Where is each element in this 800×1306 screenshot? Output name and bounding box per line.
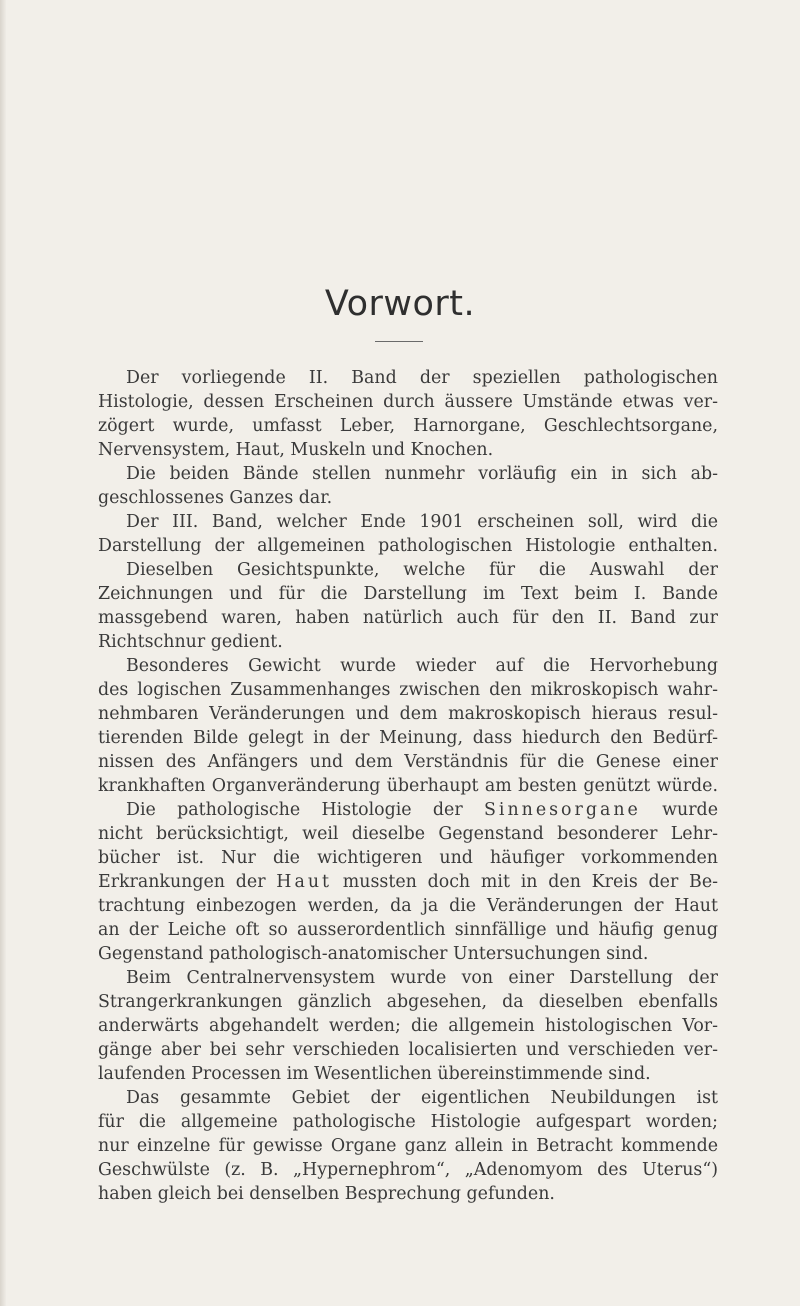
text-line: massgebend waren, haben natürlich auch für den II. Band zur	[98, 608, 718, 628]
text-line: nissen des Anfängers und dem Verständnis für die Genese einer	[98, 752, 718, 772]
text-line: an der Leiche oft so ausserordentlich sinnfällige und häufig genug	[98, 920, 718, 940]
text-line: Besonderes Gewicht wurde wieder auf die Hervorhebung	[126, 656, 718, 676]
text-line: krankhaften Organveränderung überhaupt am besten genützt würde.	[98, 776, 718, 796]
text-line	[98, 798, 718, 822]
text-line: Zeichnungen und für die Darstellung im Text beim I. Bande	[98, 584, 718, 604]
text-line: nur einzelne für gewisse Organe ganz allein in Betracht kommende	[98, 1136, 718, 1156]
text-line: trachtung einbezogen werden, da ja die Veränderungen der Haut	[98, 896, 718, 916]
text-line: Darstellung der allgemeinen pathologischen Histologie enthalten.	[98, 536, 718, 556]
emphasized-term: Haut	[276, 872, 333, 892]
text-line	[98, 870, 718, 894]
text-line-part: mussten doch mit in den Kreis der Be-	[332, 872, 718, 892]
text-line: laufenden Processen im Wesentlichen übereinstimmende sind.	[98, 1064, 651, 1084]
emphasized-term: Sinnesorgane	[483, 800, 641, 820]
text-line: haben gleich bei denselben Besprechung gefunden.	[98, 1184, 555, 1204]
page-edge-shadow	[0, 0, 6, 1306]
text-line-part: wurde	[640, 800, 718, 820]
text-line: Histologie, dessen Erscheinen durch äussere Umstände etwas ver-	[98, 392, 718, 412]
text-line: des logischen Zusammenhanges zwischen den mikroskopisch wahr-	[98, 680, 718, 700]
text-line: Strangerkrankungen gänzlich abgesehen, da dieselben ebenfalls	[98, 992, 718, 1012]
text-line: Dieselben Gesichtspunkte, welche für die Auswahl der	[126, 560, 718, 580]
text-line: Die beiden Bände stellen nunmehr vorläufig ein in sich ab-	[126, 464, 718, 484]
text-line: Gegenstand pathologisch-anatomischer Untersuchungen sind.	[98, 944, 649, 964]
text-line: Beim Centralnervensystem wurde von einer Darstellung der	[126, 968, 718, 988]
text-line: für die allgemeine pathologische Histologie aufgespart worden;	[98, 1112, 718, 1132]
text-line: nehmbaren Veränderungen und dem makroskopisch hieraus resul-	[98, 704, 718, 724]
text-line: gänge aber bei sehr verschieden localisierten und verschieden ver-	[98, 1040, 718, 1060]
text-line: Geschwülste (z. B. „Hypernephrom“, „Adenomyom des Uterus“)	[98, 1160, 718, 1180]
text-line: Der vorliegende II. Band der speziellen pathologischen	[126, 368, 718, 388]
text-line: nicht berücksichtigt, weil dieselbe Gegenstand besonderer Lehr-	[98, 824, 718, 844]
page-title: Vorwort.	[324, 284, 476, 324]
text-line: tierenden Bilde gelegt in der Meinung, dass hiedurch den Bedürf-	[98, 728, 718, 748]
text-line: Richtschnur gedient.	[98, 632, 283, 652]
title-rule	[375, 341, 423, 342]
text-line-part: Erkrankungen der	[98, 872, 277, 892]
text-line: bücher ist. Nur die wichtigeren und häufiger vorkommenden	[98, 848, 718, 868]
text-line: anderwärts abgehandelt werden; die allgemein histologischen Vor-	[98, 1016, 718, 1036]
text-line: Der III. Band, welcher Ende 1901 erscheinen soll, wird die	[126, 512, 718, 532]
text-line-part: Die pathologische Histologie der	[126, 800, 484, 820]
text-line: zögert wurde, umfasst Leber, Harnorgane, Geschlechtsorgane,	[98, 416, 718, 436]
text-line: geschlossenes Ganzes dar.	[98, 488, 333, 508]
preface-body	[98, 366, 718, 1206]
text-line: Nervensystem, Haut, Muskeln und Knochen.	[98, 440, 494, 460]
text-line: Das gesammte Gebiet der eigentlichen Neubildungen ist	[126, 1088, 718, 1108]
